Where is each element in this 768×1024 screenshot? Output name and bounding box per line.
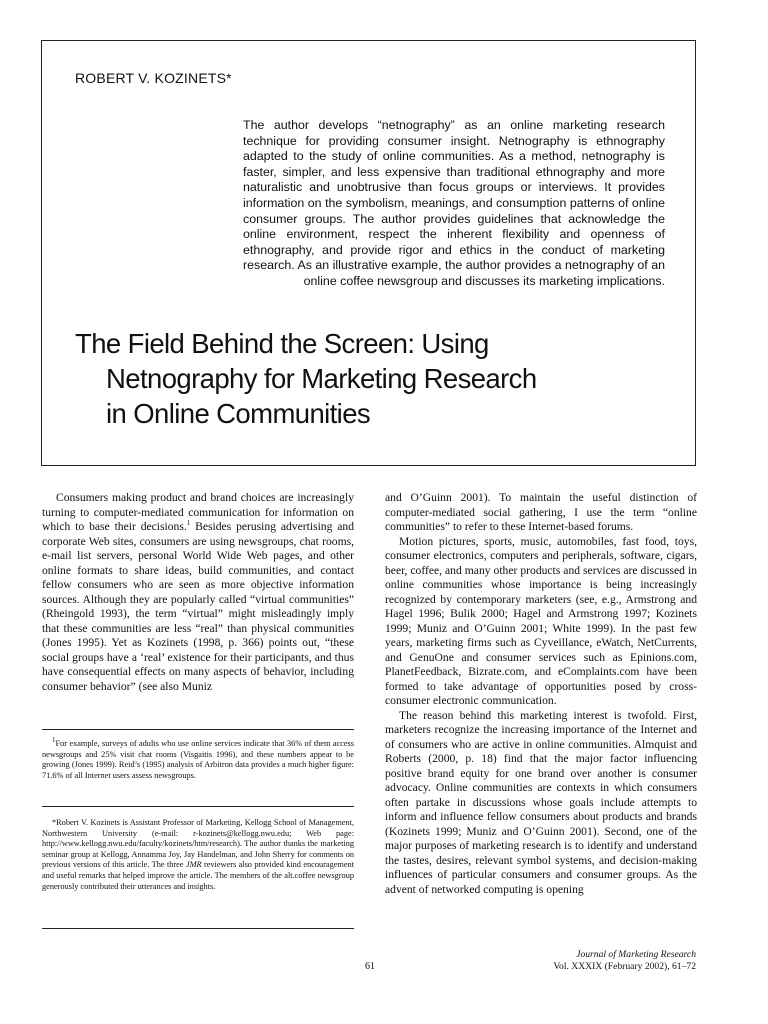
author-note-jmr: JMR — [185, 860, 202, 870]
author-note-bottom-rule — [42, 928, 354, 929]
page-number: 61 — [365, 961, 375, 972]
abstract: The author develops “netnography” as an online marketing research technique for providing consumer insight. Netnography is ethnography adapted to the study of online communities. As a method, netnography is faster, simpler, and less expensive than traditional ethnography and more naturalistic and unobtrusive than focus groups or interviews. It provides information on the symbolism, meanings, and consumption patterns of online consumer groups. The author provides guidelines that acknowledge the online environment, respect the inherent flexibility and openness of ethnography, and provide rigor and ethics in the conduct of marketing research. As an illustrative example, the author provides a netnography of an online coffee newsgroup and discusses its marketing implications. — [243, 118, 665, 288]
author-note — [42, 818, 354, 892]
article-title — [75, 326, 675, 431]
footnote-ref-1: 1 — [186, 519, 191, 528]
right-column — [385, 491, 697, 897]
intro-text-b: Besides perusing advertising and corporate Web sites, consumers are using newsgroups, chat rooms, e-mail list servers, personal World Wide Web pages, and other online formats to share ideas, build communities, and contact fellow consumers who are seen as more objective information sources. Although they are popularly called “virtual communities” (Rheingold 1993), the term “virtual” might misleadingly imply that these communities are less “real” than physical communities (Jones 1995). Yet as Kozinets (1998, p. 366) points out, “these social groups have a ‘real’ existence for their participants, and thus have consequential effects on many aspects of behavior, including consumer behavior” (see also Muniz — [42, 520, 354, 693]
right-paragraph-3: The reason behind this marketing interest is twofold. First, marketers recognize the increasing importance of the Internet and of consumers who are active in online communities. Almquist and Roberts (2000, p. 18) find that the major factor influencing positive brand equity for one brand over another is consumer advocacy. Online communities are contexts in which consumers often partake in discussions whose goals include attempts to inform and influence fellow consumers about products and brands (Kozinets 1999; Muniz and O’Guinn 2001). Second, one of the major purposes of marketing research is to identify and understand the tastes, desires, relevant symbol systems, and decision-making influences of particular consumers and consumer groups. As the advent of networked computing is opening — [385, 708, 697, 896]
left-column — [42, 491, 354, 694]
footnote-1-marker: 1 — [52, 736, 56, 745]
author-note-text-a: *Robert V. Kozinets is Assistant Professor of Marketing, Kellogg School of Management, Northwestern University (e-mail: r-kozinets@kellogg.nwu.edu; Web page: http://www.kellogg.nwu.edu/faculty/kozinets/htm/research). The author thanks the marketing seminar group at Kellogg, Annamma Joy, Jay Handelman, and John Sherry for comments on previous versions of this article. The three — [42, 818, 354, 870]
footnote-1 — [42, 736, 354, 781]
journal-volume: Vol. XXXIX (February 2002), 61–72 — [553, 961, 696, 972]
journal-name: Journal of Marketing Research — [576, 949, 696, 960]
footnote-1-text: For example, surveys of adults who use online services indicate that 36% of them access newsgroups and 25% visit chat rooms (Visgaitis 1996), and these numbers appear to be growing (Jones 1999). Reid’s (1995) analysis of Arbitron data provides a much higher figure: 71.6% of all Internet users assess newsgroups. — [42, 739, 354, 780]
intro-paragraph — [42, 491, 354, 694]
author-note-text-b: reviewers also provided kind encouragement and useful remarks that helped improve the article. The members of the alt.coffee newsgroup generously contributed their utterances and insights. — [42, 860, 354, 891]
footnote-divider — [42, 729, 354, 730]
title-line-3: in Online Communities — [106, 398, 371, 429]
intro-text-a: Consumers making product and brand choices are increasingly turning to computer-mediated communication for information on which to base their decisions. — [42, 491, 354, 533]
title-line-2: Netnography for Marketing Research — [106, 363, 537, 394]
right-paragraph-2: Motion pictures, sports, music, automobiles, fast food, toys, consumer electronics, computers and peripherals, software, cigars, beer, coffee, and many other products and services are discussed in online communities whose importance is being increasingly recognized by contemporary marketers (see, e.g., Armstrong and Hagel 1996; Bulik 2000; Hagel and Armstrong 1997; Kozinets 1999; Muniz and O’Guinn 2001; White 1999). In the past few years, marketing firms such as Cyveillance, eWatch, NetCurrents, and GenuOne and consumer services such as Epinions.com, PlanetFeedback, Bizrate.com, and eComplaints.com have been formed to take advantage of opportunities posed by cross-consumer electronic communication. — [385, 534, 697, 707]
right-paragraph-1: and O’Guinn 2001). To maintain the useful distinction of computer-mediated social gathering, I use the term “online communities” to refer to these Internet-based forums. — [385, 491, 697, 533]
title-line-1: The Field Behind the Screen: Using — [75, 328, 489, 359]
author-name: ROBERT V. KOZINETS* — [75, 70, 232, 86]
author-note-divider — [42, 806, 354, 807]
journal-citation — [500, 949, 696, 973]
